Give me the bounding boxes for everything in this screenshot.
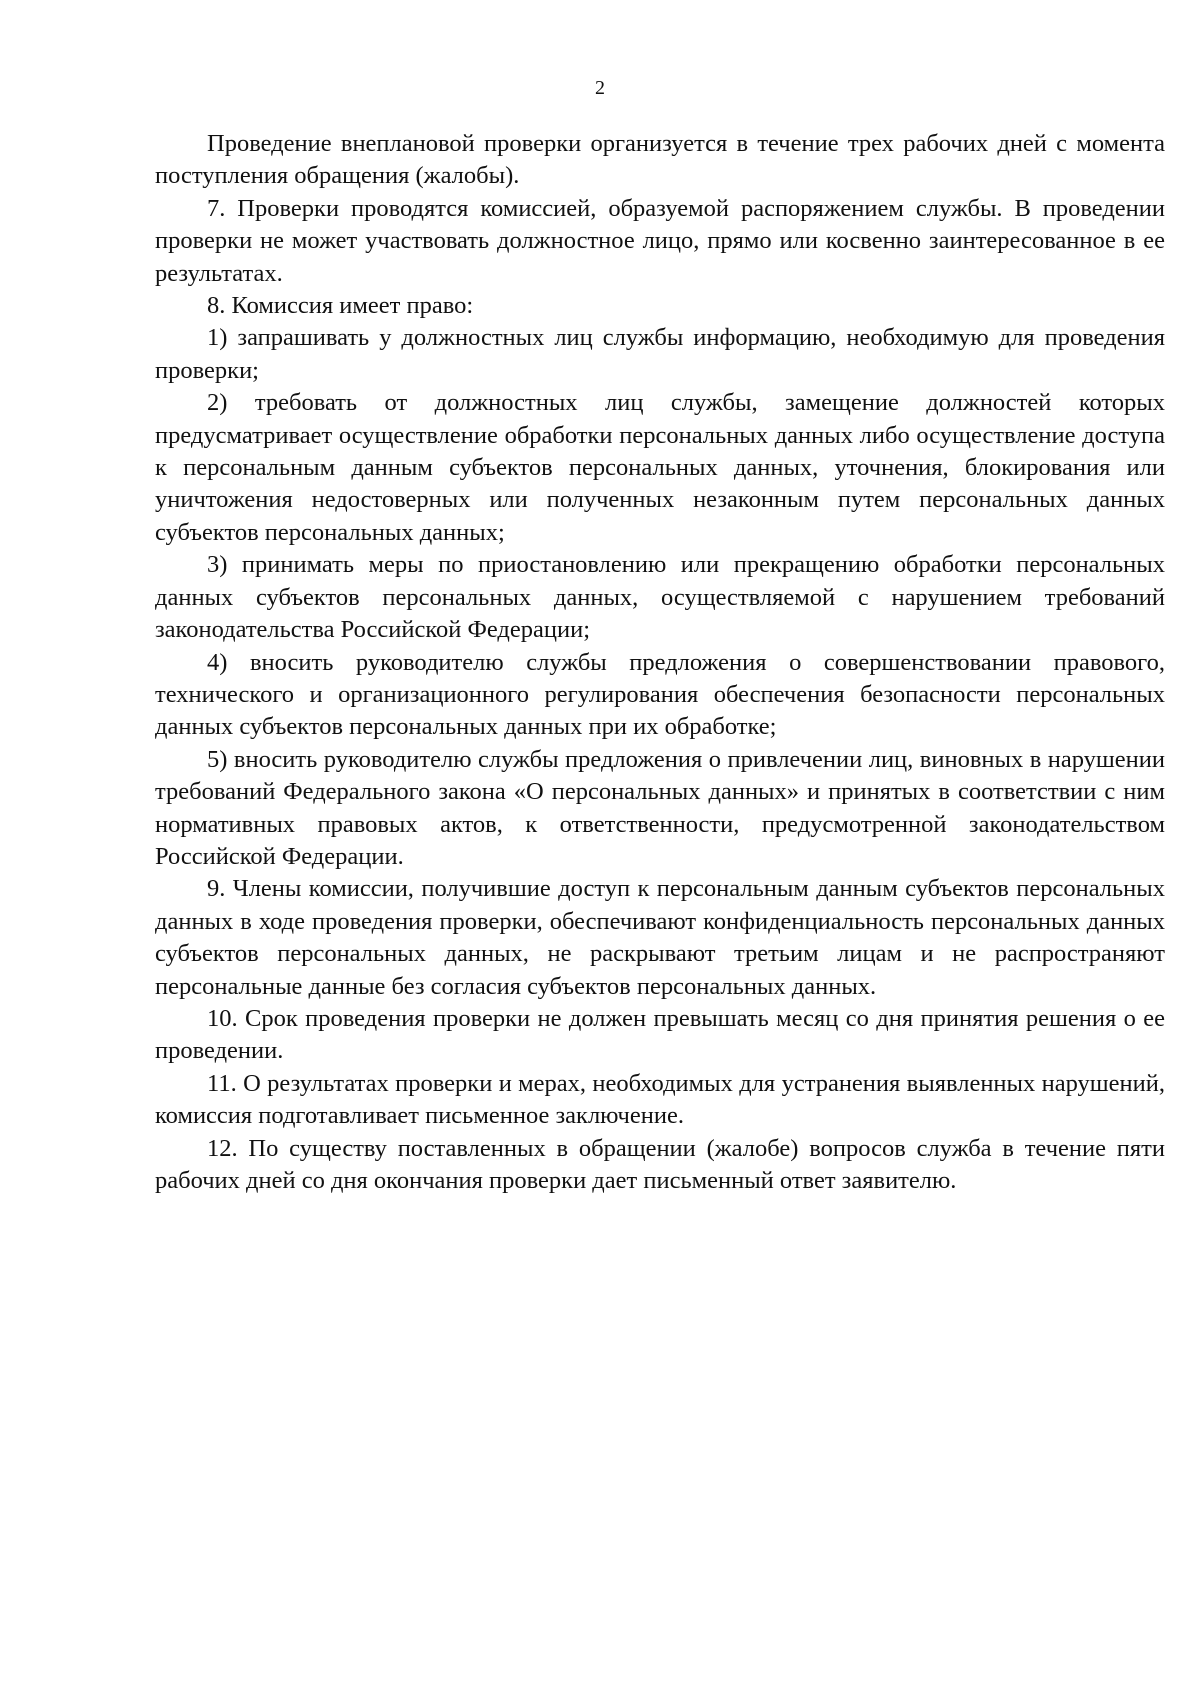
paragraph-item-8-2: 2) требовать от должностных лиц службы, замещение должностей которых предусматривает осуществление обработки персональных данных либо осуществление доступа к персональным данным субъектов персональных данных, уточнения, блокирования или уничтожения недостоверных или полученных незаконным путем персональных данных субъектов персональных данных; <box>155 389 1165 546</box>
page-number: 2 <box>595 77 605 99</box>
paragraph-item-7: 7. Проверки проводятся комиссией, образуемой распоряжением службы. В проведении проверки не может участвовать должностное лицо, прямо или косвенно заинтересованное в ее результатах. <box>155 194 1165 287</box>
paragraph-item-8-4: 4) вносить руководителю службы предложения о совершенствовании правового, технического и организационного регулирования обеспечения безопасности персональных данных субъектов персональных данных при их обработке; <box>155 648 1165 741</box>
paragraph-unscheduled-inspection: Проведение внеплановой проверки организуется в течение трех рабочих дней с момента поступления обращения (жалобы). <box>155 130 1165 190</box>
paragraph-item-9: 9. Члены комиссии, получившие доступ к персональным данным субъектов персональных данных в ходе проведения проверки, обеспечивают конфиденциальность персональных данных субъектов персональных данных, не раскрывают третьим лицам и не распространяют персональные данные без согласия субъектов персональных данных. <box>155 875 1165 1000</box>
paragraph-item-8-3: 3) принимать меры по приостановлению или прекращению обработки персональных данных субъектов персональных данных, осуществляемой с нарушением требований законодательства Российской Федерации; <box>155 551 1165 644</box>
paragraph-item-10: 10. Срок проведения проверки не должен превышать месяц со дня принятия решения о ее проведении. <box>155 1004 1165 1065</box>
paragraph-item-8: 8. Комиссия имеет право: <box>207 292 474 320</box>
paragraph-item-11: 11. О результатах проверки и мерах, необходимых для устранения выявленных нарушений, комиссия подготавливает письменное заключение. <box>155 1069 1165 1130</box>
document-body <box>155 128 1165 1197</box>
paragraph-item-8-1: 1) запрашивать у должностных лиц службы информацию, необходимую для проведения проверки; <box>155 324 1165 384</box>
paragraph-item-12: 12. По существу поставленных в обращении (жалобе) вопросов служба в течение пяти рабочих дней со дня окончания проверки дает письменный ответ заявителю. <box>155 1134 1165 1194</box>
paragraph-item-8-5: 5) вносить руководителю службы предложения о привлечении лиц, виновных в нарушении требований Федерального закона «О персональных данных» и принятых в соответствии с ним нормативных правовых актов, к ответственности, предусмотренной законодательством Российской Федерации. <box>155 745 1165 870</box>
